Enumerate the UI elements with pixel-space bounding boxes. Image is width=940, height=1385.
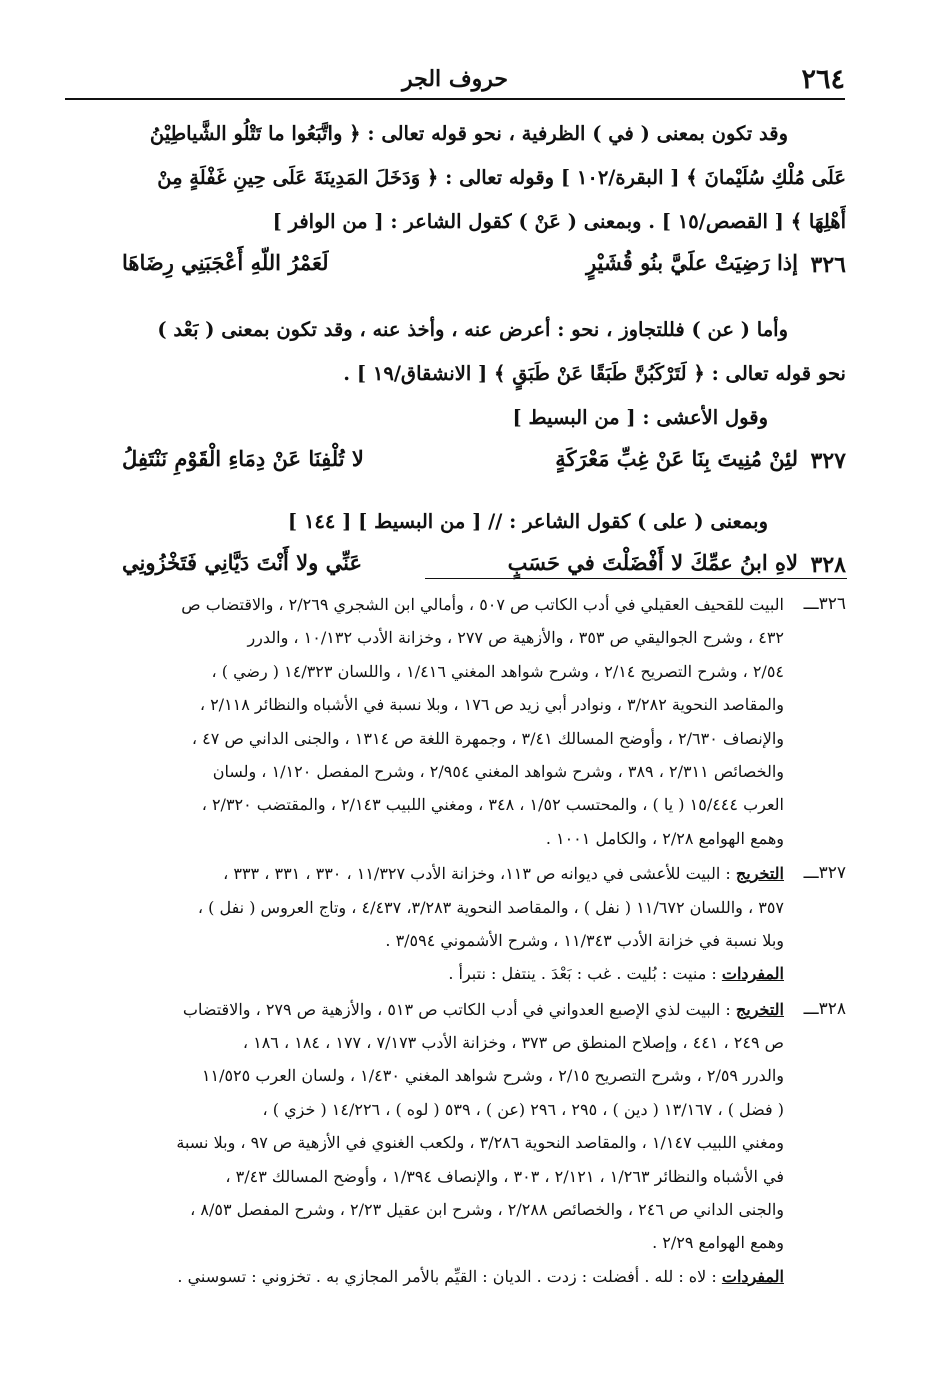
- footnote-line: وهمع الهوامع ٢/٢٩ .: [652, 1233, 784, 1253]
- footnote-line: وهمع الهوامع ٢/٢٨ ، والكامل ١٠٠١ .: [545, 828, 784, 848]
- vocab-line: [62, 1260, 784, 1293]
- footnote-line: البيت للقحيف العقيلي في أدب الكاتب ص ٥٠٧ ، وأمالي ابن الشجري ٢/٢٦٩ ، والاقتضاب ص: [181, 595, 784, 614]
- footnote-number: ٣٢٨ـــ: [803, 998, 846, 1019]
- verse-number: ٣٢٨: [810, 552, 846, 578]
- vocab-label: المفردات: [721, 1266, 784, 1286]
- footnote-line: والخصائص ٢/٣١١ ، ٣٨٩ ، وشرح شواهد المغني ٢/٩٥٤ ، وشرح المفصل ١/١٢٠ ، ولسان: [212, 761, 784, 781]
- verse-326: [62, 244, 846, 304]
- footnote-line: ( فضل ) ، ١٣/١٦٧ ( دين ) ، ٢٩٥ ، ٢٩٦ (عن ) ، ٥٣٩ ( لوه ) ، ١٤/٢٢٦ ( خزي ) ،: [262, 1099, 784, 1119]
- verse-first-hemistich: إذا رَضِيَتْ علَيَّ بنُو قُشَيْرٍ: [586, 250, 798, 275]
- verse-number: ٣٢٦: [810, 252, 846, 278]
- page-header: [65, 62, 845, 100]
- verse-second-hemistich: لَعَمْرُ اللّهِ أَعْجَبَنِي رِضَاهَا: [122, 250, 329, 275]
- footnote-line: ص ٢٤٩ ، ٤٤١ ، وإصلاح المنطق ص ٣٧٣ ، وخزانة الأدب ٧/١٧٣ ، ١٧٧ ، ١٨٤ ، ١٨٦ ،: [242, 1033, 784, 1053]
- footnote-328: [62, 993, 846, 1294]
- footnote-separator: [425, 578, 847, 579]
- footnote-line: ومغني اللبيب ١/١٤٧ ، والمقاصد النحوية ٣/٢٨٦ ، ولكعب الغنوي في الأزهية ص ٩٧ ، وبلا نسبة: [176, 1133, 784, 1153]
- main-text: [62, 112, 846, 604]
- paragraph-line: وقول الأعشى : [ من البسيط ]: [512, 406, 768, 429]
- footnote-line: ٢/٥٤ ، وشرح التصريح ٢/١٤ ، وشرح شواهد المغني ١/٤١٦ ، واللسان ١٤/٣٢٣ ( رضي ) ،: [211, 661, 784, 681]
- running-title: حروف الجر: [402, 66, 508, 92]
- verse-second-hemistich: لا تُلْفِنَا عَنْ دِمَاءِ الْقَوْمِ نَنْتَفِلُ: [122, 446, 364, 471]
- takhrij-label: التخريج: [735, 864, 784, 884]
- footnote-line: ٣٥٧ ، واللسان ١١/٦٧٢ ( نفل ) ، والمقاصد النحوية ٣/٢٨٣، ٤/٤٣٧ ، وتاج العروس ( نفل ) ،: [197, 897, 784, 917]
- vocab-text: : لاه : لله . أفضلت : زدت . الديان : القيِّم بالأمر المجازي به . تخزوني : تسوسني .: [177, 1266, 717, 1286]
- takhrij-text: : البيت لذي الإصبع العدواني في أدب الكاتب ص ٥١٣ ، والأزهية ص ٢٧٩ ، والاقتضاب: [182, 999, 731, 1019]
- footnotes: [62, 588, 846, 1295]
- paragraph-line: وبمعنى ( على ) كقول الشاعر : // [ من البسيط ] [ ١٤٤ ]: [287, 510, 768, 533]
- footnote-line: والجنى الداني ص ٢٤٦ ، والخصائص ٢/٢٨٨ ، وشرح ابن عقيل ٢/٢٣ ، وشرح المفصل ٨/٥٣ ،: [190, 1200, 784, 1220]
- vocab-text: : منيت : بُليت . غب : بَعْدَ . ينتفل : نتبرأ .: [448, 964, 717, 984]
- verse-number: ٣٢٧: [810, 448, 846, 474]
- takhrij-text: : البيت للأعشى في ديوانه ص ١١٣، وخزانة الأدب ١١/٣٢٧ ، ٣٣٠ ، ٣٣١ ، ٣٣٣ ،: [223, 864, 731, 884]
- footnote-line: العرب ١٥/٤٤٤ ( يا ) ، والمحتسب ١/٥٢ ، ٣٤٨ ، ومغني اللبيب ٢/١٤٣ ، والمقتضب ٢/٣٢٠ ،: [201, 795, 784, 815]
- footnote-line: [62, 857, 784, 890]
- verse-second-hemistich: عَنِّي ولا أَنْتَ دَيَّانِي فَتَخْزُونِي: [122, 550, 362, 575]
- verse-first-hemistich: لاهِ ابنُ عمِّكَ لا أَفْضَلْتَ في حَسَبٍ: [507, 550, 798, 575]
- footnote-327: [62, 857, 846, 991]
- paragraph-line: أَهْلِهَا ﴾ [ القصص/١٥ ] . وبمعنى ( عَنْ ) كقول الشاعر : [ من الوافر ]: [272, 210, 846, 233]
- page-number: ٢٦٤: [801, 64, 845, 95]
- footnote-number: ٣٢٧ـــ: [803, 863, 846, 884]
- takhrij-label: التخريج: [735, 999, 784, 1019]
- verse-first-hemistich: لئِنْ مُنِيتَ بِنَا عَنْ غِبِّ مَعْرَكَةٍ: [555, 446, 798, 471]
- footnote-line: والدرر ٢/٥٩ ، وشرح التصريح ٢/١٥ ، وشرح شواهد المغني ١/٤٣٠ ، ولسان العرب ١١/٥٢٥: [201, 1066, 784, 1086]
- verse-327: [62, 440, 846, 500]
- paragraph-line: عَلَى مُلْكِ سُلَيْمانَ ﴾ [ البقرة/١٠٢ ] وقوله تعالى : ﴿ وَدَخَلَ المَدِينَةَ عَلَى حِينِ غَفْلَةٍ مِنْ: [157, 166, 846, 189]
- footnote-line: وبلا نسبة في خزانة الأدب ١١/٣٤٣ ، وشرح الأشموني ٣/٥٩٤ .: [385, 930, 784, 950]
- paragraph-line: وقد تكون بمعنى ( في ) الظرفية ، نحو قوله تعالى : ﴿ واتَّبَعُوا ما تَتْلُو الشَّياطِيْنُ: [149, 122, 788, 145]
- footnote-line: ٤٣٢ ، وشرح الجواليقي ص ٣٥٣ ، والأزهية ص ٢٧٧ ، وخزانة الأدب ١٠/١٣٢ ، والدرر: [247, 628, 784, 648]
- paragraph-line: وأما ( عن ) فللتجاوز ، نحو : أعرض عنه ، وأخذ عنه ، وقد تكون بمعنى ( بَعْد ): [157, 318, 788, 341]
- vocab-line: [62, 957, 784, 990]
- vocab-label: المفردات: [721, 964, 784, 984]
- footnote-line: في الأشباه والنظائر ١/٢٦٣ ، ٢/١٢١ ، ٣٠٣ ، والإنصاف ١/٣٩٤ ، وأوضح المسالك ٣/٤٣ ،: [225, 1166, 784, 1186]
- footnote-line: والمقاصد النحوية ٣/٢٨٢ ، ونوادر أبي زيد ص ١٧٦ ، وبلا نسبة في الأشباه والنظائر ٢/١١٨ ،: [199, 695, 784, 715]
- footnote-line: [62, 993, 784, 1026]
- footnote-number: ٣٢٦ـــ: [803, 594, 846, 614]
- footnote-326: [62, 588, 846, 855]
- paragraph-line: نحو قوله تعالى : ﴿ لَتَرْكَبُنَّ طَبَقًا عَنْ طَبَقٍ ﴾ [ الانشقاق/١٩ ] .: [343, 362, 846, 385]
- footnote-line: والإنصاف ٢/٦٣٠ ، وأوضح المسالك ٣/٤١ ، وجمهرة اللغة ص ١٣١٤ ، والجنى الداني ص ٤٧ ،: [191, 728, 784, 748]
